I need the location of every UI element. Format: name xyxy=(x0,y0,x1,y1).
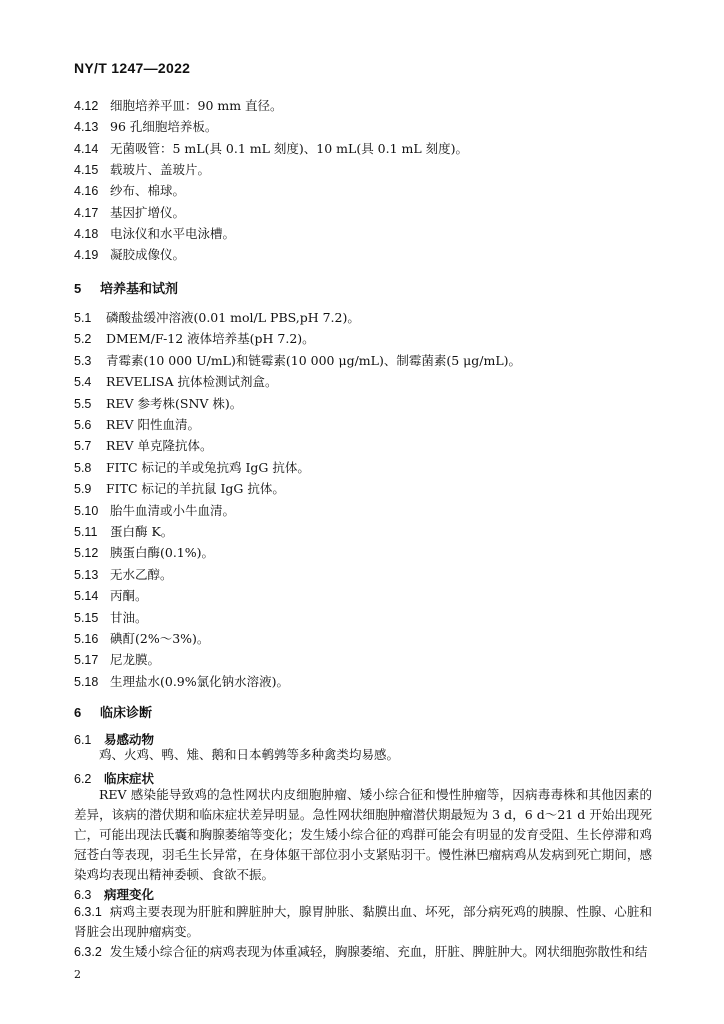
standard-code-header: NY/T 1247—2022 xyxy=(74,60,191,76)
section-number: 5 xyxy=(74,281,82,296)
item-text: 丙酮。 xyxy=(110,588,148,604)
item-number: 5.6 xyxy=(74,418,92,432)
list-item xyxy=(74,674,289,690)
item-number: 4.16 xyxy=(74,184,99,199)
item-text: 细胞培养平皿：90 mm 直径。 xyxy=(110,98,283,113)
subsection-title: 病理变化 xyxy=(104,888,155,902)
item-number: 5.2 xyxy=(74,332,92,347)
item-text: 载玻片、盖玻片。 xyxy=(110,161,211,177)
item-number: 4.13 xyxy=(74,120,99,135)
page-number: 2 xyxy=(74,968,81,981)
list-item xyxy=(74,631,209,647)
item-text: 无水乙醇。 xyxy=(110,566,173,582)
item-text: 尼龙膜。 xyxy=(110,652,161,668)
item-text: 96 孔细胞培养板。 xyxy=(110,119,218,135)
item-text: 胎牛血清或小牛血清。 xyxy=(110,502,236,518)
clause-number: 6.3.2 xyxy=(74,945,102,959)
list-item xyxy=(74,141,468,157)
item-number: 4.14 xyxy=(74,141,99,156)
list-item xyxy=(74,183,185,199)
item-number: 5.16 xyxy=(74,632,99,646)
list-item xyxy=(74,438,213,454)
list-item xyxy=(74,247,185,263)
subsection-number: 6.3 xyxy=(74,888,92,902)
list-item xyxy=(74,417,200,433)
item-text: 碘酊(2%～3%)。 xyxy=(110,631,210,646)
item-number: 5.5 xyxy=(74,396,92,411)
item-text: REVELISA 抗体检测试剂盒。 xyxy=(106,374,278,390)
list-item xyxy=(74,98,283,114)
item-text: 电泳仪和水平电泳槽。 xyxy=(110,225,236,241)
item-number: 5.14 xyxy=(74,589,99,604)
list-item xyxy=(74,331,315,347)
item-text: FITC 标记的羊抗鼠 IgG 抗体。 xyxy=(106,481,285,497)
item-text: 生理盐水(0.9%氯化钠水溶液)。 xyxy=(110,673,290,689)
section-6-heading xyxy=(74,702,152,721)
list-item xyxy=(74,396,242,412)
item-number: 5.18 xyxy=(74,674,99,689)
list-item xyxy=(74,588,148,604)
item-number: 4.17 xyxy=(74,205,99,220)
item-number: 5.4 xyxy=(74,375,92,390)
subsection-number: 6.2 xyxy=(74,772,92,786)
paragraph-6-2: REV 感染能导致鸡的急性网状内皮细胞肿瘤、矮小综合征和慢性肿瘤等，因病毒毒株和其他因素的差异，该病的潜伏期和临床症状差异明显。急性网状细胞肿瘤潜伏期最短为 3 d，6 d～21 d 开始出现死亡，可能出现法氏囊和胸腺萎缩等变化；发生矮小综合征的鸡群可能会有明显的发育受阻、生长停滞和鸡冠苍白等表现，羽毛生长异常，在身体躯干部位羽小支紧贴羽干。慢性淋巴瘤病鸡从发病到死亡期间，感染鸡均表现出精神委顿、食欲不振。 xyxy=(74,787,652,882)
subsection-number: 6.1 xyxy=(74,733,92,747)
list-item xyxy=(74,481,285,497)
item-text: 磷酸盐缓冲溶液(0.01 mol/L PBS,pH 7.2)。 xyxy=(106,310,360,325)
section-title: 培养基和试剂 xyxy=(100,281,179,296)
item-text: REV 阳性血清。 xyxy=(106,417,201,432)
item-number: 5.9 xyxy=(74,482,92,497)
item-text: 纱布、棉球。 xyxy=(110,183,186,199)
item-number: 5.7 xyxy=(74,439,92,454)
subsection-title: 临床症状 xyxy=(104,772,155,786)
item-text: 基因扩增仪。 xyxy=(110,204,186,220)
paragraph-6-1: 鸡、火鸡、鸭、雉、鹅和日本鹌鹑等多种禽类均易感。 xyxy=(99,747,400,762)
item-number: 4.15 xyxy=(74,162,99,177)
list-item xyxy=(74,460,310,476)
list-item xyxy=(74,226,235,242)
item-text: FITC 标记的羊或兔抗鸡 IgG 抗体。 xyxy=(106,459,310,475)
subsection-title: 易感动物 xyxy=(104,733,155,747)
paragraph-6-3-1 xyxy=(74,902,652,942)
item-text: 甘油。 xyxy=(110,609,148,625)
clause-text: 发生矮小综合征的病鸡表现为体重减轻，胸腺萎缩、充血，肝脏、脾脏肿大。网状细胞弥散性和结 xyxy=(109,944,648,959)
item-text: 胰蛋白酶(0.1%)。 xyxy=(110,545,215,561)
item-number: 5.8 xyxy=(74,460,92,475)
item-number: 5.11 xyxy=(74,525,98,539)
list-item xyxy=(74,545,214,561)
list-item xyxy=(74,353,521,369)
section-title: 临床诊断 xyxy=(100,705,153,720)
item-number: 5.10 xyxy=(74,503,99,518)
list-item xyxy=(74,374,278,390)
item-number: 5.15 xyxy=(74,610,99,625)
paragraph-6-3-2 xyxy=(74,942,652,962)
item-number: 5.12 xyxy=(74,546,99,561)
item-text: REV 参考株(SNV 株)。 xyxy=(106,395,243,411)
list-item xyxy=(74,162,210,178)
item-text: 无菌吸管：5 mL(具 0.1 mL 刻度)、10 mL(具 0.1 mL 刻度)。 xyxy=(110,140,469,156)
list-item xyxy=(74,119,217,135)
list-item xyxy=(74,503,235,519)
item-text: 凝胶成像仪。 xyxy=(110,247,186,263)
list-item xyxy=(74,610,148,626)
item-number: 5.3 xyxy=(74,353,92,368)
item-number: 5.17 xyxy=(74,653,99,668)
item-number: 4.19 xyxy=(74,248,99,263)
section-5-heading xyxy=(74,278,178,297)
clause-text: 病鸡主要表现为肝脏和脾脏肿大，腺胃肿胀、黏膜出血、坏死，部分病死鸡的胰腺、性腺、心脏和肾脏会出现肿瘤病变。 xyxy=(74,904,652,939)
list-item xyxy=(74,310,360,326)
item-text: 蛋白酶 K。 xyxy=(110,524,174,539)
item-number: 5.13 xyxy=(74,567,99,582)
item-number: 4.18 xyxy=(74,226,99,241)
clause-number: 6.3.1 xyxy=(74,905,102,919)
list-item xyxy=(74,652,160,668)
item-number: 5.1 xyxy=(74,311,92,325)
list-item xyxy=(74,205,185,221)
list-item xyxy=(74,567,173,583)
list-item xyxy=(74,524,173,540)
item-text: 青霉素(10 000 U/mL)和链霉素(10 000 μg/mL)、制霉菌素(5 μg/mL)。 xyxy=(106,352,521,368)
item-number: 4.12 xyxy=(74,99,99,113)
item-text: REV 单克隆抗体。 xyxy=(106,438,213,454)
item-text: DMEM/F-12 液体培养基(pH 7.2)。 xyxy=(106,331,315,347)
section-number: 6 xyxy=(74,705,82,720)
subsection-6-3-heading xyxy=(74,885,154,903)
